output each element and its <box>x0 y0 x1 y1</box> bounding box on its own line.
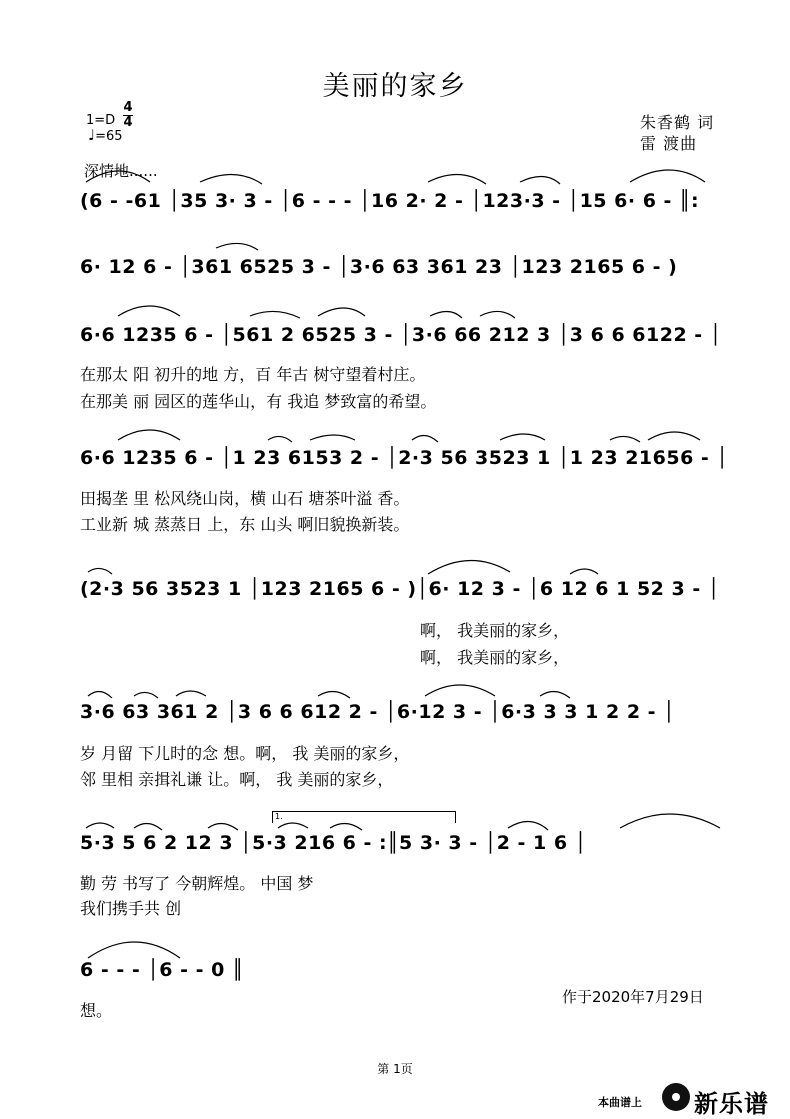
slur-mark <box>508 821 548 830</box>
slur-mark <box>412 435 438 442</box>
slur-mark <box>620 814 720 828</box>
slur-mark <box>520 176 560 184</box>
slur-mark <box>134 692 158 698</box>
notation-line: 6·6 1235 6 - │561 2 6525 3 - │3·6 66 212 3 │3 6 6 6122 - │ <box>80 324 722 346</box>
slur-mark <box>118 430 180 440</box>
slur-mark <box>88 568 112 574</box>
page-number: 第 1页 <box>377 1062 413 1076</box>
slur-mark <box>216 243 258 250</box>
lyric-line: 在那太 阳 初升的地 方，百 年古 树守望着村庄。 <box>80 365 426 384</box>
quarter-note-icon: ♩ <box>88 126 96 144</box>
lyric-line: 我们携手共 创 <box>80 899 182 918</box>
tempo-value: =65 <box>95 129 123 144</box>
slur-mark <box>134 823 162 830</box>
lyric-line: 啊， 我美丽的家乡， <box>420 621 570 640</box>
notation-line: 3·6 63 361 2 │3 6 6 612 2 - │6·12 3 - │6·3 3 3 1 2 2 - │ <box>80 701 676 723</box>
slur-mark <box>118 306 180 316</box>
notation-line: 5·3 5 6 2 12 3 │5·3 216 6 - :║5 3· 3 - │2 - 1 6 │ <box>80 832 587 854</box>
slur-mark <box>278 823 308 828</box>
lyric-line: 工业新 城 蒸蒸日 上，东 山头 啊旧貌换新装。 <box>80 515 410 534</box>
slur-mark <box>318 691 350 698</box>
lyric-line: 在那美 丽 园区的莲华山，有 我追 梦致富的希望。 <box>80 392 437 411</box>
slur-mark <box>648 432 700 440</box>
slur-mark <box>610 436 640 442</box>
notation-line: (2·3 56 3523 1 │123 2165 6 - )│6· 12 3 - │6 12 6 1 52 3 - │ <box>80 578 720 600</box>
brand-logo: 新乐谱 <box>694 1090 769 1118</box>
slur-mark <box>500 434 545 440</box>
lyric-line: 啊， 我美丽的家乡， <box>420 648 570 667</box>
notation-line: 6· 12 6 - │361 6525 3 - │3·6 63 361 23 │123 2165 6 - ) <box>80 256 678 278</box>
slur-mark <box>428 174 486 184</box>
composition-date: 作于2020年7月29日 <box>562 988 704 1006</box>
lyric-line: 岁 月留 下儿时的念 想。啊， 我 美丽的家乡， <box>80 744 410 763</box>
slur-mark <box>176 691 206 696</box>
slur-mark <box>480 311 515 318</box>
time-signature-bottom: 4 <box>123 115 133 130</box>
slur-mark <box>425 685 495 696</box>
slur-mark <box>88 691 112 698</box>
slur-mark <box>200 174 262 184</box>
slur-mark <box>630 170 705 182</box>
song-title: 美丽的家乡 <box>322 71 468 102</box>
key-signature: 1=D <box>86 113 116 128</box>
expression-marking: 深情地...... <box>84 162 158 180</box>
slur-mark <box>318 308 365 316</box>
slur-mark <box>86 171 150 182</box>
notation-line: (6 - -61 │35 3· 3 - │6 - - - │16 2· 2 - │123·3 - │15 6· 6 - ║: <box>80 190 700 212</box>
slur-mark <box>86 823 114 828</box>
lyric-line: 田揭垄 里 松风绕山岗，横 山石 塘茶叶溢 香。 <box>80 489 410 508</box>
lyric-line: 想。 <box>80 1001 113 1020</box>
slur-mark <box>208 823 238 830</box>
time-signature-top: 4 <box>123 100 133 115</box>
slur-mark <box>428 560 510 574</box>
notation-line: 6·6 1235 6 - │1 23 6153 2 - │2·3 56 3523 1 │1 23 21656 - │ <box>80 447 729 469</box>
slur-mark <box>88 942 180 958</box>
notation-line: 6 - - - │6 - - 0 ║ <box>80 959 244 981</box>
slur-mark <box>268 436 292 442</box>
lyric-line: 邻 里相 亲揖礼谦 让。啊， 我 美丽的家乡， <box>80 770 394 789</box>
slur-mark <box>250 311 300 318</box>
lyric-line: 勤 劳 书写了 今朝辉煌。 中国 梦 <box>80 874 314 893</box>
slur-mark <box>330 823 362 830</box>
slur-mark <box>310 435 355 440</box>
footer-label: 本曲谱上 <box>598 1096 642 1109</box>
composer-credit: 雷 渡曲 <box>640 134 698 153</box>
slur-mark <box>430 311 462 318</box>
slur-mark <box>540 691 570 698</box>
slur-mark <box>570 569 598 574</box>
lyricist-credit: 朱香鹤 词 <box>640 113 715 132</box>
first-ending-bracket: 1. <box>272 811 456 823</box>
